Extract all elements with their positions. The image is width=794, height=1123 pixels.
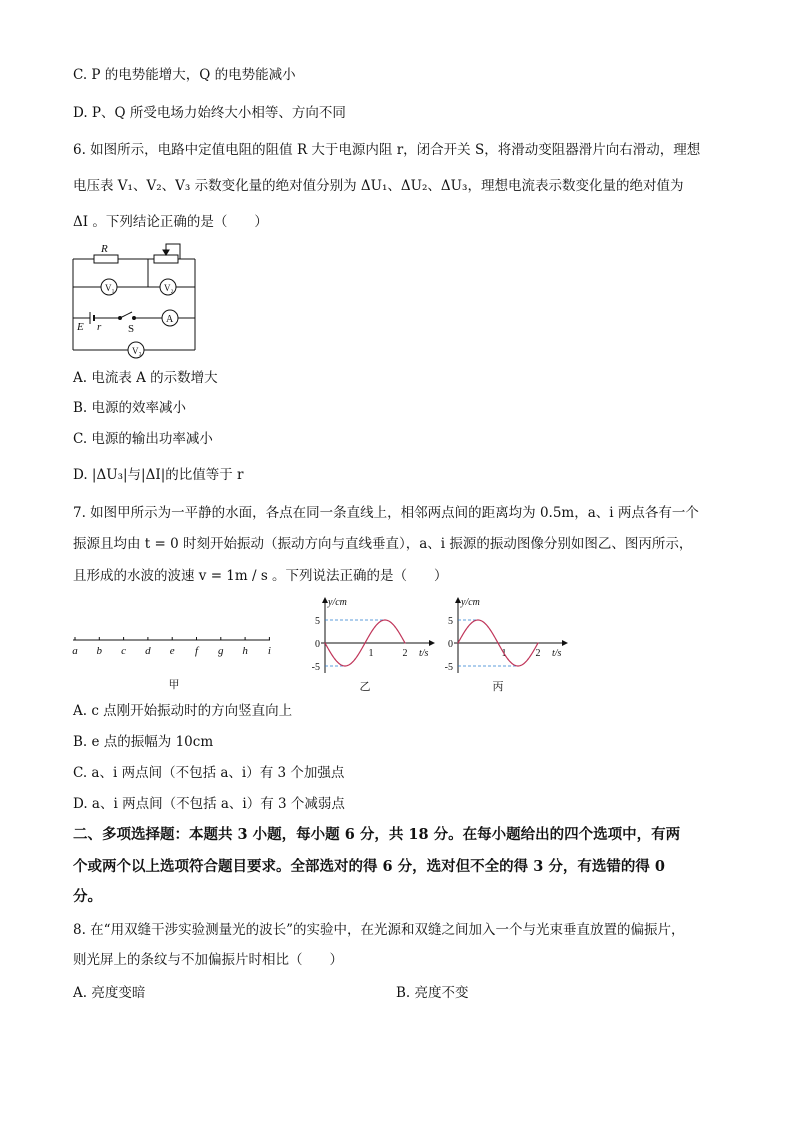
point-label-a: a xyxy=(72,645,78,657)
emf-label: E xyxy=(77,321,84,333)
q7-stem-line1: 7. 如图甲所示为一平静的水面，各点在同一条直线上，相邻两点间的距离均为 0.5m，a、i 两点各有一个 xyxy=(73,505,699,521)
figure-yi-caption: 乙 xyxy=(359,680,371,693)
q6-option-d: D. |ΔU₃|与|ΔI|的比值等于 r xyxy=(73,467,244,483)
q6-option-b: B. 电源的效率减小 xyxy=(73,400,187,416)
q6-option-a: A. 电流表 A 的示数增大 xyxy=(73,370,218,386)
q7-option-a: A. c 点刚开始振动时的方向竖直向上 xyxy=(73,703,293,719)
figure-yi xyxy=(305,593,429,693)
section2-heading-line1: 二、多项选择题：本题共 3 小题，每小题 6 分，共 18 分。在每小题给出的四个选项中，有两 xyxy=(73,826,681,843)
bing-x-label: t/s xyxy=(552,648,562,659)
section2-heading-line3: 分。 xyxy=(73,888,102,905)
bing-y-label: y/cm xyxy=(461,597,480,608)
q8-stem-line2: 则光屏上的条纹与不加偏振片时相比（ ） xyxy=(73,952,343,968)
yi-point-2 xyxy=(344,665,345,666)
q6-option-c: C. 电源的输出功率减小 xyxy=(73,431,213,447)
figure-bing xyxy=(438,593,562,693)
yi-x-label: t/s xyxy=(419,648,429,659)
q6-stem-line1: 6. 如图所示，电路中定值电阻的阻值 R 大于电源内阻 r，闭合开关 S，将滑动变阻器滑片向右滑动，理想 xyxy=(73,142,701,158)
q8-option-b: B. 亮度不变 xyxy=(396,985,469,1001)
yi-point-1 xyxy=(334,659,335,660)
bing-y-tick-0: 5 xyxy=(448,616,453,627)
point-label-e: e xyxy=(169,645,175,657)
bing-point-1 xyxy=(467,626,468,627)
q7-option-d: D. a、i 两点间（不包括 a、i）有 3 个减弱点 xyxy=(73,796,345,812)
voltmeter-v2-label: V₂ xyxy=(164,283,174,293)
yi-x-tick-1: 2 xyxy=(402,648,408,659)
point-label-g: g xyxy=(218,645,224,657)
yi-y-tick-0: 5 xyxy=(315,616,320,627)
yi-point-7 xyxy=(394,626,395,627)
yi-point-3 xyxy=(354,659,355,660)
yi-point-6 xyxy=(384,619,385,620)
q7-stem-line2: 振源且均由 t = 0 时刻开始振动（振动方向与直线垂直），a、i 振源的振动图像分别如图乙、图丙所示， xyxy=(73,536,693,552)
bing-x-tick-1: 2 xyxy=(535,648,541,659)
voltmeter-v3-label: V₃ xyxy=(132,346,142,356)
point-label-b: b xyxy=(96,645,103,657)
yi-point-0 xyxy=(324,642,325,643)
yi-point-8 xyxy=(404,642,405,643)
bing-x-tick-0: 1 xyxy=(501,648,507,659)
point-label-f: f xyxy=(194,645,199,657)
q7-option-b: B. e 点的振幅为 10cm xyxy=(73,734,214,750)
resistor-label: R xyxy=(101,243,108,255)
point-label-i: i xyxy=(267,645,271,657)
yi-x-tick-0: 1 xyxy=(368,648,374,659)
circuit-diagram xyxy=(70,240,210,362)
yi-x-arrow xyxy=(429,640,435,646)
bing-point-5 xyxy=(507,659,508,660)
yi-y-tick-1: 0 xyxy=(315,639,320,650)
q6-stem-line3: ΔI 。下列结论正确的是（ ） xyxy=(73,214,268,230)
figure-bing-caption: 丙 xyxy=(492,680,504,693)
bing-point-4 xyxy=(497,642,498,643)
point-label-c: c xyxy=(121,645,127,657)
internal-resistance-label: r xyxy=(97,321,102,333)
bing-point-2 xyxy=(477,619,478,620)
switch-label: S xyxy=(128,323,135,335)
ammeter-label: A xyxy=(166,314,174,325)
option-5d: D. P、Q 所受电场力始终大小相等、方向不同 xyxy=(73,105,346,121)
q7-option-c: C. a、i 两点间（不包括 a、i）有 3 个加强点 xyxy=(73,765,345,781)
q8-option-a: A. 亮度变暗 xyxy=(73,985,146,1001)
bing-point-6 xyxy=(517,665,518,666)
bing-y-tick-1: 0 xyxy=(448,639,453,650)
yi-y-tick-2: -5 xyxy=(311,662,320,673)
voltmeter-v1-label: V₁ xyxy=(105,283,115,293)
yi-point-5 xyxy=(374,626,375,627)
bing-point-0 xyxy=(457,642,458,643)
yi-point-4 xyxy=(364,642,365,643)
q7-stem-line3: 且形成的水波的波速 v = 1m / s 。下列说法正确的是（ ） xyxy=(73,568,448,584)
point-label-d: d xyxy=(145,645,151,657)
bing-point-8 xyxy=(537,642,538,643)
q8-stem-line1: 8. 在“用双缝干涉实验测量光的波长”的实验中，在光源和双缝之间加入一个与光束垂直放置的偏振片， xyxy=(73,922,685,938)
option-5c: C. P 的电势能增大，Q 的电势能减小 xyxy=(73,67,296,83)
point-label-h: h xyxy=(242,645,248,657)
q6-stem-line2: 电压表 V₁、V₂、V₃ 示数变化量的绝对值分别为 ΔU₁、ΔU₂、ΔU₃，理想电流表示数变化量的绝对值为 xyxy=(73,178,684,194)
bing-point-3 xyxy=(487,626,488,627)
section2-heading-line2: 个或两个以上选项符合题目要求。全部选对的得 6 分，选对但不全的得 3 分，有选错的得 0 xyxy=(73,858,666,875)
figure-jia xyxy=(70,628,280,692)
bing-point-7 xyxy=(527,659,528,660)
yi-y-label: y/cm xyxy=(328,597,347,608)
bing-y-tick-2: -5 xyxy=(444,662,453,673)
figure-jia-caption: 甲 xyxy=(168,678,180,691)
bing-x-arrow xyxy=(562,640,568,646)
